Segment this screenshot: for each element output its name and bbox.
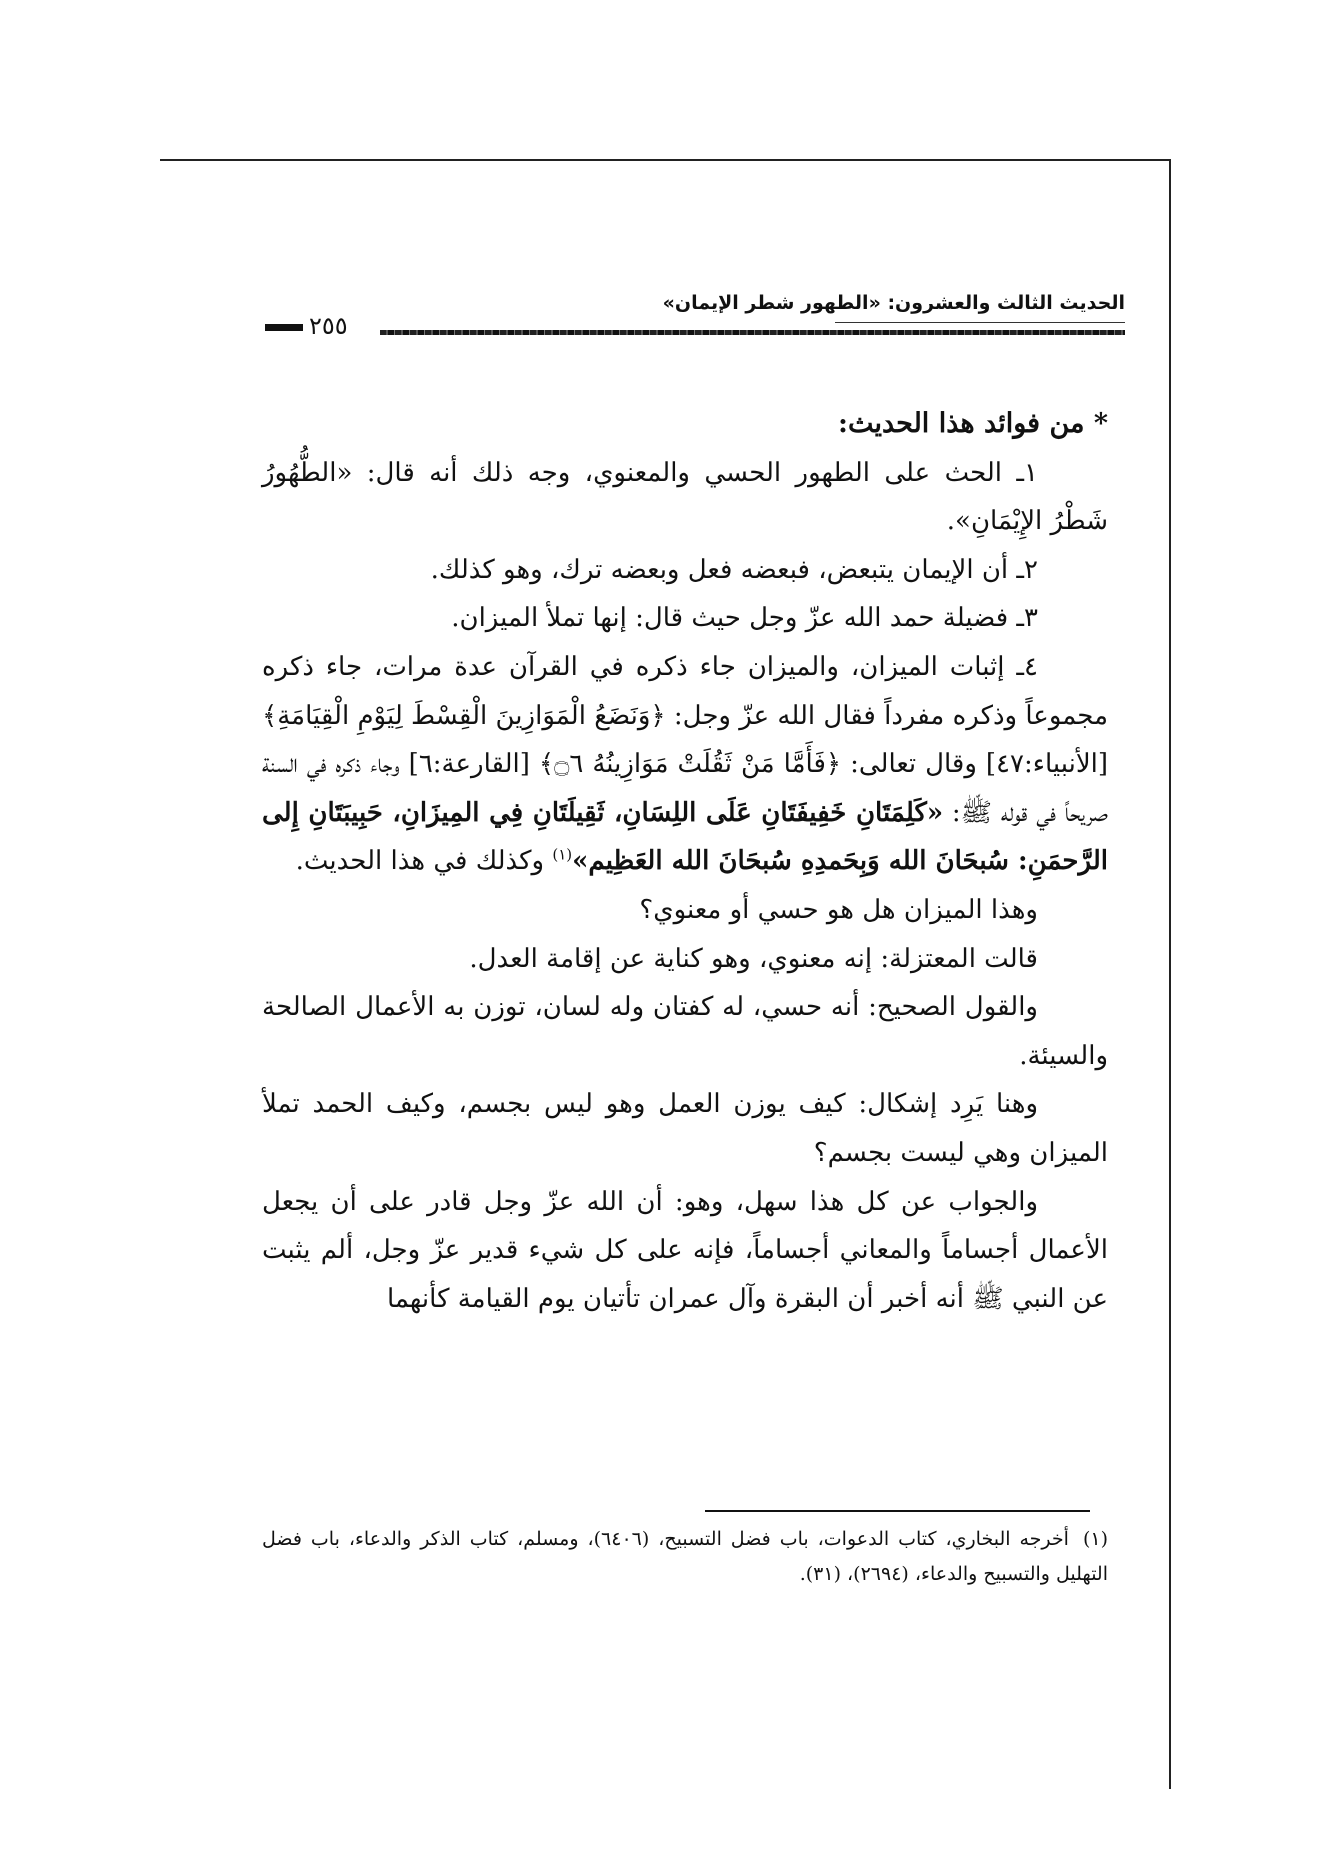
footnote-separator: [705, 1510, 1090, 1512]
footnote-reference: (١): [552, 845, 573, 864]
running-header-title: الحديث الثالث والعشرون: «الطهور شطر الإيمان»: [662, 292, 1125, 314]
page-number-value: ٢٥٥: [309, 312, 348, 340]
header-rule: [380, 330, 1125, 335]
benefit-4: [262, 643, 1108, 886]
header-thin-rule: [835, 322, 1125, 323]
body-text: [262, 400, 1108, 1323]
footnote-1: [262, 1522, 1108, 1592]
problem-statement: وهنا يَرِد إشكال: كيف يوزن العمل وهو ليس بجسم، وكيف الحمد تملأ الميزان وهي ليست بجسم؟: [262, 1089, 1108, 1168]
mutazila-opinion: قالت المعتزلة: إنه معنوي، وهو كناية عن إقامة العدل.: [469, 943, 1038, 974]
page-number: [265, 312, 348, 340]
benefit-4-text: ٤ـ إثبات الميزان، والميزان جاء ذكره في القرآن عدة مرات، جاء ذكره مجموعاً وذكره مفرداً فقال الله عزّ وجل: ﴿وَنَضَعُ الْمَوَازِينَ الْقِسْطَ لِيَوْمِ الْقِيَامَةِ﴾ [الأنبياء:٤٧] وقال تعالى: ﴿فَأَمَّا مَنْ ثَقُلَتْ مَوَازِينُهُ ۝٦﴾ [القارعة:٦] وجاء ذكره في السنة صريحاً في قوله ﷺ:: [262, 651, 1109, 828]
benefit-1: ١ـ الحث على الطهور الحسي والمعنوي، وجه ذلك أنه قال: «الطُّهُورُ شَطْرُ الإِيْمَانِ».: [262, 457, 1108, 537]
footnotes: [262, 1522, 1108, 1592]
correct-opinion: والقول الصحيح: أنه حسي، له كفتان وله لسان، توزن به الأعمال الصالحة والسيئة.: [262, 992, 1108, 1071]
page-number-bar: [265, 324, 303, 331]
footnote-text: أخرجه البخاري، كتاب الدعوات، باب فضل التسبيح، (٦٤٠٦)، ومسلم، كتاب الذكر والدعاء، باب فضل التهليل والتسبيح والدعاء، (٢٦٩٤)، (٣١).: [262, 1528, 1108, 1585]
mizan-question: وهذا الميزان هل هو حسي أو معنوي؟: [639, 894, 1038, 925]
benefit-4-end: وكذلك في هذا الحديث.: [295, 846, 545, 877]
answer-paragraph: والجواب عن كل هذا سهل، وهو: أن الله عزّ وجل قادر على أن يجعل الأعمال أجساماً والمعاني أجساماً، فإنه على كل شيء قدير عزّ وجل، ألم يثبت عن النبي ﷺ أنه أخبر أن البقرة وآل عمران تأتيان يوم القيامة كأنهما: [262, 1186, 1108, 1314]
benefit-2: ٢ـ أن الإيمان يتبعض، فبعضه فعل وبعضه ترك، وهو كذلك.: [430, 554, 1038, 585]
page-frame-top-line: [160, 159, 1171, 161]
page-frame-right-line: [1169, 159, 1171, 1789]
benefit-3: ٣ـ فضيلة حمد الله عزّ وجل حيث قال: إنها تملأ الميزان.: [451, 603, 1038, 634]
footnote-marker: (١): [1082, 1528, 1109, 1550]
running-header: [265, 290, 1125, 350]
section-heading: * من فوائد هذا الحديث:: [837, 408, 1108, 439]
hadith-quote: «كَلِمَتَانِ خَفِيفَتَانِ عَلَى اللِسَانِ، ثَقِيلَتَانِ فِي المِيزَانِ، حَبِيبَتَانِ إِلى الرَّحمَنِ: سُبحَانَ الله وَبِحَمدِهِ سُبحَانَ الله العَظِيم»: [262, 797, 1108, 877]
